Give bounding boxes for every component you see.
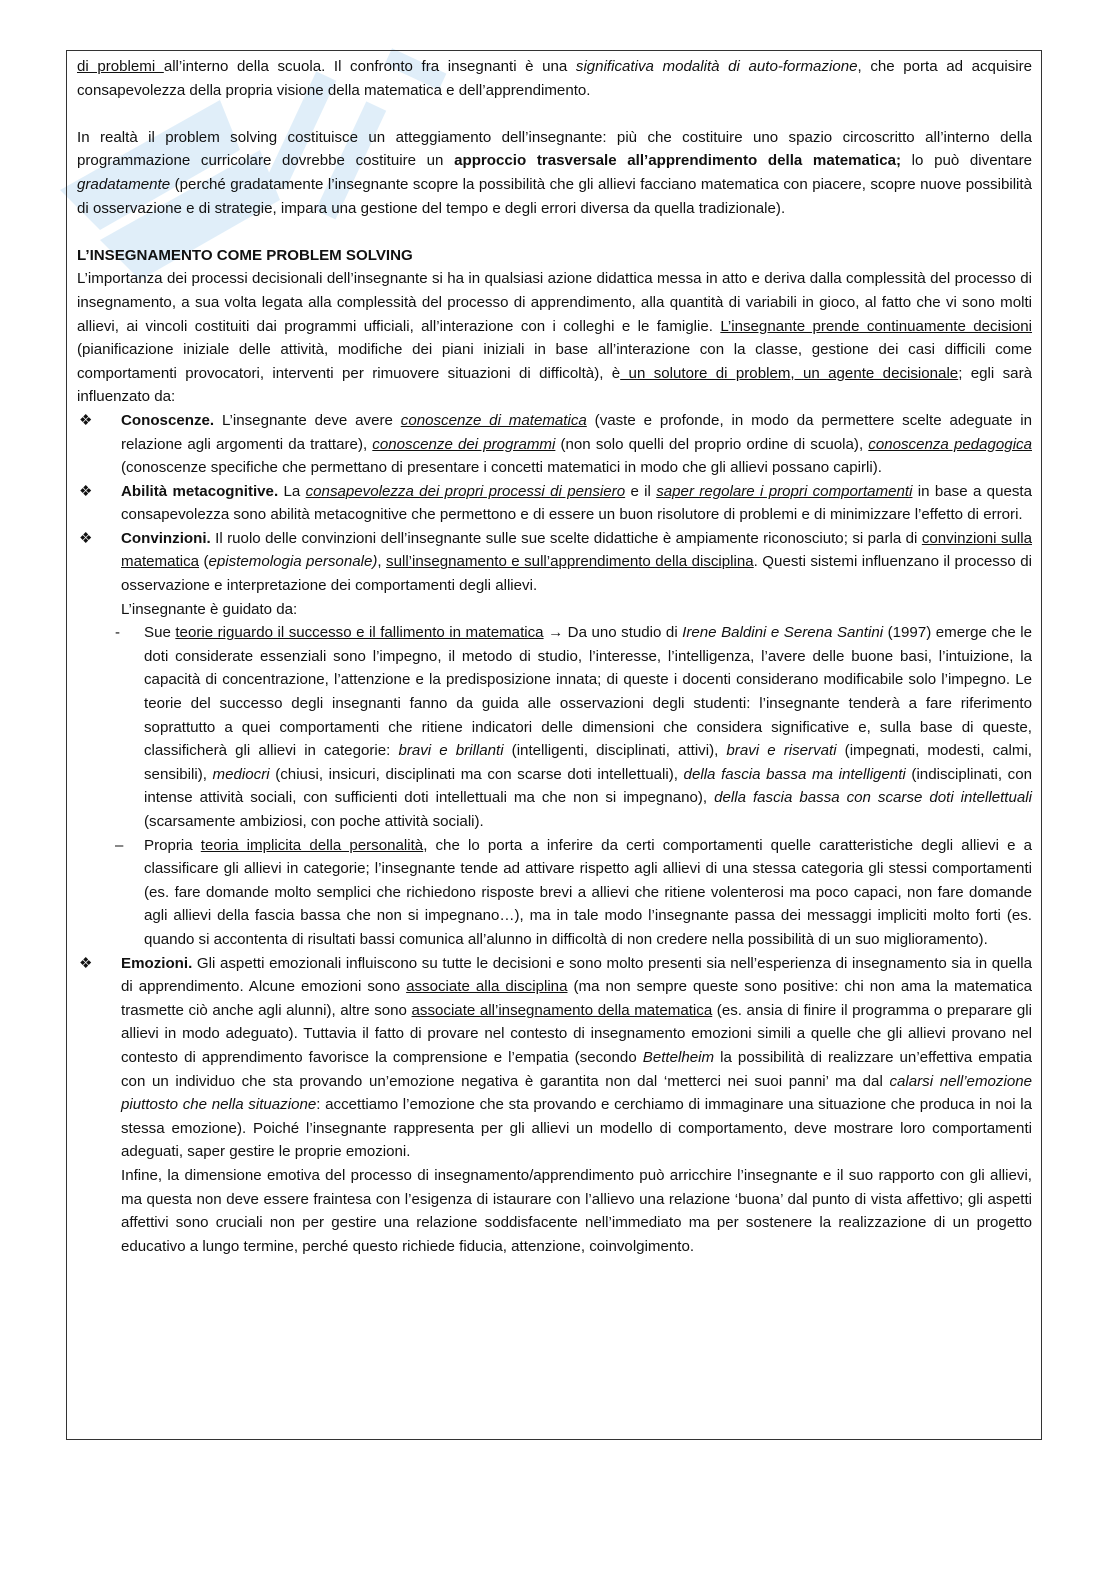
paragraph-1	[77, 55, 1032, 102]
text-run: (chiusi, insicuri, disciplinati ma con scarse doti intellettuali),	[269, 765, 684, 783]
text-run: : accettiamo l’emozione che sta provando e cerchiamo di immaginare una situazione che produca in noi la stessa emozione). Poiché l’insegnante rappresenta per gli allievi un modello di comportamento, deve mostrare loro comportamenti adeguati, saper gestire le proprie emozioni.	[121, 1096, 1032, 1161]
text-run: (pianificazione iniziale delle attività, modifiche dei piani iniziali in base all’interazione con la classe, gestione dei casi difficili come comportamenti provocatori, interventi per rimuovere situazioni di difficoltà), è	[77, 341, 1032, 382]
text-run: all’interno della scuola. Il confronto fra insegnanti è una	[163, 58, 576, 75]
text-run: (conoscenze specifiche che permettano di presentare i concetti matematici in modo che gli allievi possano capirli).	[121, 459, 882, 477]
text-run: (1997) emerge che le doti considerate essenziali sono l’impegno, il metodo di studio, l’interesse, l’intelligenza, l’avere delle buone basi, l’intuizione, la capacità di concentrazione, l’attenzione e la predisposizione innata; di queste i docenti considerano modificabile solo l’impegno. Le teorie del successo degli insegnanti fanno da guida alle osservazioni degli studenti: l’insegnante tenderà a fare riferimento soprattutto a quei comportamenti che ritiene indicatori delle dimensioni che considera significative e, sulla base di queste, classificherà gli allievi in categorie:	[144, 624, 1032, 760]
text-run: L’insegnante è guidato da:	[121, 600, 298, 618]
text-run: . Questi sistemi influenzano il processo di osservazione e interpretazione dei comportamenti degli allievi.	[121, 553, 1032, 595]
text-run: ,	[377, 553, 387, 571]
text-run: la possibilità di realizzare un’effettiva empatia con un individuo che sta provando un’emozione negativa è garantita non dal ‘metterci nei suoi panni’ ma dal	[121, 1048, 1033, 1090]
text-run: L’importanza dei processi decisionali dell’insegnante si ha in qualsiasi azione didattica messa in atto e deriva dalla complessità del processo di insegnamento, a sua volta legata alla complessità del processo di apprendimento, alla quantità di variabili in gioco, al fatto che vi sono molti allievi, ai vincoli costituiti dai programmi ufficiali, all’interazione con i colleghi e le famiglie.	[77, 270, 1032, 335]
paragraph-2	[77, 126, 1032, 220]
underline-text: un solutore di problem, un agente decisionale	[620, 364, 959, 382]
italic-text: mediocri	[212, 765, 270, 783]
italic-text: bravi e riservati	[726, 742, 837, 760]
underline-italic-text: consapevolezza dei propri processi di pensiero	[305, 482, 626, 500]
text-run: Il ruolo delle convinzioni dell’insegnante sulle sue scelte didattiche è ampiamente riconosciuto; si parla di	[210, 529, 922, 547]
text-run: ; egli sarà influenzato da:	[77, 364, 1032, 406]
text-run: (intelligenti, disciplinati, attivi),	[503, 742, 727, 760]
text-run: Propria	[144, 836, 201, 854]
spacer	[77, 220, 1032, 244]
underline-italic-text: conoscenza pedagogica	[868, 435, 1032, 453]
sub-item-teorie-successo	[77, 621, 1032, 833]
text-run: Gli aspetti emozionali influiscono su tutte le decisioni e sono molto presenti sia nell’esperienza di insegnamento sia in quella di apprendimento. Alcune emozioni sono	[121, 954, 1032, 996]
italic-text: calarsi nell’emozione piuttosto che nella situazione	[121, 1072, 1033, 1114]
text-run: , che porta ad acquisire consapevolezza della propria visione della matematica e dell’apprendimento.	[77, 58, 1033, 99]
italic-text: della fascia bassa con scarse doti intellettuali	[714, 789, 1032, 807]
text-run: L’insegnante deve avere	[214, 411, 401, 429]
bullet-title: Emozioni.	[121, 954, 193, 972]
text-run: In realtà il problem solving costituisce un atteggiamento dell’insegnante: più che costituire uno spazio circoscritto all’interno della programmazione curricolare dovrebbe costituire un	[77, 128, 1032, 170]
underline-text: convinzioni sulla matematica	[121, 529, 1032, 571]
underline-italic-text: conoscenze dei programmi	[372, 435, 556, 453]
text-run: (perché gradatamente l’insegnante scopre la possibilità che gli allievi facciano matematica con piacere, scopre nuove possibilità di osservazione e di strategie, impara una gestione del tempo e degli errori diversa da quella tradizionale).	[77, 175, 1032, 217]
text-run: (	[199, 553, 209, 571]
text-run: , che lo porta a inferire da certi comportamenti quelle caratteristiche degli allievi e a classificare gli allievi in categorie; l’insegnante tende ad attivare rispetto agli allievi di una stessa categoria gli stessi comportamenti (es. fare domande molto semplici che richiedono risposte brevi a allievi che ritiene volenterosi ma poco capaci, non fare domande agli allievi della fascia bassa che non si impegnano…), ma in tale modo l’insegnante passa dei messaggi impliciti molto forti (es. quando si accontenta di risultati bassi comunica all’alunno in difficoltà di non credere nella possibilità di un suo miglioramento).	[144, 836, 1032, 948]
bullet-convinzioni	[77, 527, 1032, 598]
bold-text: approccio trasversale all’apprendimento della matematica;	[454, 152, 902, 170]
bullet-title: Conoscenze.	[121, 411, 215, 429]
underline-text: L’insegnante prende continuamente decisioni	[720, 317, 1032, 335]
underline-italic-text: saper regolare i propri comportamenti	[656, 482, 913, 500]
text-run: e il	[625, 482, 657, 500]
heading-text: L’INSEGNAMENTO COME PROBLEM SOLVING	[77, 246, 413, 264]
text-run: (non solo quelli del proprio ordine di scuola),	[555, 435, 869, 453]
text-run: (scarsamente ambiziosi, con poche attività sociali).	[144, 813, 484, 830]
text-run: Infine, la dimensione emotiva del processo di insegnamento/apprendimento può arricchire l’insegnante e il suo rapporto con gli allievi, ma questa non deve essere fraintesa con l’esigenza di istaurare con l’allievo una relazione ‘buona’ dal punto di vista affettivo; gli aspetti affettivi sono cruciali non per gestire una relazione soddisfacente nell’immediato ma per sostenere la realizzazione di un progetto educativo a lungo termine, perché questo richiede fiducia, attenzione, coinvolgimento.	[121, 1166, 1032, 1255]
diamond-bullet-icon: ❖	[79, 482, 93, 500]
spacer	[77, 102, 1032, 126]
italic-text: gradatamente	[77, 175, 171, 193]
section-heading	[77, 244, 1032, 268]
text-run: → Da uno studio di	[543, 624, 683, 642]
bullet-title: Abilità metacognitive.	[121, 482, 279, 500]
text-run: (ma non sempre queste sono positive: chi non ama la matematica trasmette ciò anche agli alunni), altre sono	[121, 978, 1033, 1019]
text-run: (impegnati, modesti, calmi, sensibili),	[144, 742, 1032, 783]
text-run: (indisciplinati, con intense attività sociali, con sufficienti doti intellettuali ma che non si impegnano),	[144, 765, 1032, 807]
paragraph-final	[77, 1164, 1032, 1258]
text-run: in base a questa consapevolezza sono abilità metacognitive che permettono e di essere un buon risolutore di problemi e di minimizzare l’effetto di errori.	[121, 482, 1032, 524]
italic-text: Bettelheim	[642, 1048, 715, 1066]
dash-bullet-icon: -	[115, 624, 120, 642]
text-run: (es. ansia di finire il programma o preparare gli allievi in modo adeguato). Tuttavia il fatto di provare nel contesto di insegnamento emozioni simili a quelle che gli allievi provano nel contesto di apprendimento favorisce la comprensione e l’empatia (secondo	[121, 1001, 1032, 1066]
dash-bullet-icon: –	[115, 836, 124, 854]
diamond-bullet-icon: ❖	[79, 411, 93, 429]
content-frame	[66, 50, 1042, 1440]
italic-text: della fascia bassa ma intelligenti	[683, 765, 906, 783]
underline-italic-text: conoscenze di matematica	[400, 411, 587, 429]
guided-line	[77, 598, 1032, 622]
text-run: Sue	[144, 624, 176, 642]
text-run: lo può diventare	[901, 152, 1033, 170]
bullet-emozioni	[77, 952, 1032, 1164]
diamond-bullet-icon: ❖	[79, 529, 93, 547]
underline-text: sull’insegnamento e sull’apprendimento della disciplina	[386, 553, 754, 571]
underline-text: di problemi	[77, 58, 164, 75]
bullet-conoscenze	[77, 409, 1032, 480]
underline-text: associate alla disciplina	[406, 978, 568, 996]
text-run: (vaste e profonde, in modo da permettere scelte adeguate in relazione agli argomenti da trattare),	[121, 411, 1033, 453]
text-run: La	[278, 482, 306, 500]
italic-text: significativa modalità di auto-formazione	[575, 58, 858, 75]
italic-text: epistemologia personale)	[208, 553, 378, 571]
underline-text: teoria implicita della personalità	[200, 836, 424, 854]
bullet-title: Convinzioni.	[121, 529, 211, 547]
diamond-bullet-icon: ❖	[79, 954, 93, 972]
sub-item-teoria-personalita	[77, 834, 1032, 952]
underline-text: teorie riguardo il successo e il fallimento in matematica	[175, 624, 544, 642]
italic-text: bravi e brillanti	[398, 742, 504, 760]
underline-text: associate all’insegnamento della matematica	[411, 1001, 713, 1019]
paragraph-3	[77, 267, 1032, 409]
bullet-abilita	[77, 480, 1032, 527]
italic-text: Irene Baldini e Serena Santini	[682, 624, 884, 642]
